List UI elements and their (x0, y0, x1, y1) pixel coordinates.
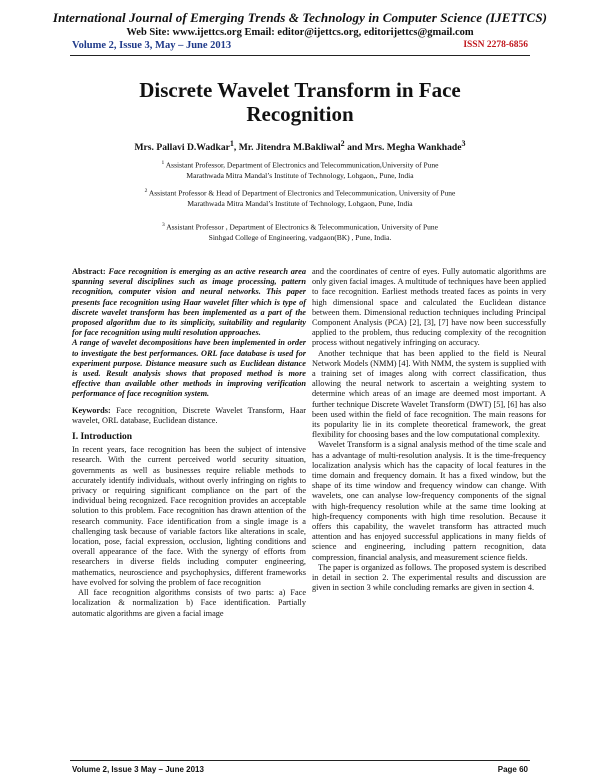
author-2: , Mr. Jitendra M.Bakliwal (233, 142, 341, 154)
right-paragraph-2: Another technique that has been applied to the field is Neural Network Models (NMM) [4]. With NMM, the system is supplied with a training set of images along with correct classification, thus allowing the neural network to ascertain a weighting system to determine which areas of an image are deemed most important. A further technique Discrete Wavelet Transform (DWT) [5], [6] has also been used within the field of face recognition. The main reasons for its popularity lie in its complete theoretical framework, the great flexibility for choosing bases and the low computational complexity. (312, 348, 546, 440)
abstract-text-2: A range of wavelet decompositions have been implemented in order to investigate the best performances. ORL face database is used for experiment purpose. Distance measure such as Euclidean distance is used. Result analysis shows that proposed method is more effective than available other methods in improving verification performance of face recognition system. (72, 338, 306, 399)
keywords-label: Keywords: (72, 405, 111, 415)
header-rule (70, 55, 530, 56)
right-paragraph-4: The paper is organized as follows. The proposed system is described in detail in section 2. The experimental results and discussion are given in section 3 while concluding remarks are given in section 4. (312, 562, 546, 593)
affiliation-3-line-2: Sinhgad College of Engineering, vadgaon(BK) , Pune, India. (208, 232, 392, 242)
right-paragraph-3: Wavelet Transform is a signal analysis method of the time scale and has a advantage of multi-resolution analysis. It is the time-frequency localization analysis which has the capacity of local features in the time domain and frequency domain. It has a fixed window, but the shape of its time window and frequency window can change. With wavelets, one can analyse low-frequency components of the signal with high-frequency resolution while at the same time looking at high-frequency components with high time resolution. Because it offers this capability, the wavelet transform has attracted much attention and has enjoyed successful applications in many fields of science and engineering, including pattern recognition, data compression, financial analysis, and measurement science fields. (312, 440, 546, 562)
affiliation-1-sup: 1 (161, 160, 165, 166)
volume-line (72, 40, 528, 51)
right-column (312, 267, 546, 594)
abstract-text-1: Face recognition is emerging as an active research area spanning several disciplines such as image processing, pattern recognition, computer vision and neural networks. This paper presents face recognition using Haar wavelet filter which is type of discrete wavelet transform has been implemented as a part of the proposed algorithm due to its simplicity, suitability and regularity for face recognition using multi resolution approaches. (72, 267, 306, 338)
abstract (72, 267, 306, 338)
author-1-sup: 1 (229, 139, 234, 148)
volume-info: Volume 2, Issue 3, May – June 2013 (72, 40, 232, 51)
right-paragraph-1: and the coordinates of centre of eyes. Fully automatic algorithms are only given facial images. A multitude of techniques have been applied to face recognition. Earliest methods treated faces as points in very high dimensional space and calculated the Euclidean distance between them. Dimensional reduction techniques including Principal Component Analysis (PCA) [2], [3], [7] have now been successfully applied to the problem, thus reducing complexity of the recognition process without negatively infringing on accuracy. (312, 267, 546, 348)
affiliation-2-line-2: Marathwada Mitra Mandal’s Institute of Technology, Lohgaon, Pune, India (187, 198, 413, 208)
affiliation-3 (0, 220, 600, 243)
keywords-text: Face recognition, Discrete Wavelet Transform, Haar wavelet, ORL database, Euclidean distance. (72, 405, 306, 425)
section-heading-introduction: I. Introduction (72, 432, 133, 443)
intro-paragraph-1: In recent years, face recognition has been the subject of intensive research. With the current perceived world security situation, governments as well as businesses require reliable methods to accurately identify individuals, without overly infringing on rights to privacy or requiring significant compliance on the part of the individual being recognized. Face recognition provides an acceptable solution to this problem. Face recognition has drawn attention of the research community. Face identification from a single image is a challenging task because of variable factors like alterations in scale, location, pose, facial expression, occlusion, lighting conditions and overall appearance of the face. With the synergy of efforts from researchers in diverse fields including computer engineering, mathematics, neuroscience and psychophysics, different frameworks have evolved for solving the problem of face recognition (72, 445, 306, 587)
page-number: Page 60 (497, 765, 528, 774)
keywords (72, 406, 306, 426)
affiliation-3-sup: 3 (162, 222, 165, 228)
affiliation-1 (0, 158, 600, 181)
affiliation-1-line-2: Marathwada Mitra Mandal’s Institute of Technology, Lohgaon,, Pune, India (186, 170, 414, 180)
issn: ISSN 2278-6856 (463, 40, 528, 50)
footer-volume: Volume 2, Issue 3 May – June 2013 (72, 765, 204, 774)
author-list (0, 139, 600, 153)
journal-title: International Journal of Emerging Trends & Technology in Computer Science (IJETTCS) (52, 10, 548, 25)
abstract-label: Abstract: (72, 267, 106, 276)
affiliation-2 (0, 186, 600, 209)
author-1: Mrs. Pallavi D.Wadkar (134, 142, 230, 154)
page-footer (72, 765, 528, 774)
affiliation-2-line-1: Assistant Professor & Head of Department of Electronics and Telecommunication, University of Pune (147, 188, 456, 198)
paper-title (0, 78, 600, 126)
title-line-2: Recognition (246, 102, 354, 126)
affiliation-1-line-1: Assistant Professor, Department of Electronics and Telecommunication,University of Pune (164, 160, 439, 170)
author-2-sup: 2 (340, 139, 345, 148)
left-column (72, 267, 306, 619)
affiliation-2-sup: 2 (144, 188, 148, 194)
author-3: and Mrs. Megha Wankhade (344, 142, 462, 154)
journal-website: Web Site: www.ijettcs.org Email: editor@ijettcs.org, editorijettcs@gmail.com (126, 27, 474, 38)
intro-paragraph-2: All face recognition algorithms consists of two parts: a) Face localization & normalization b) Face identification. Partially automatic algorithms are given a facial image (72, 588, 306, 618)
affiliation-3-line-1: Assistant Professor , Department of Electronics & Telecommunication, University of Pune (164, 222, 438, 232)
author-3-sup: 3 (461, 139, 466, 148)
footer-rule (70, 760, 530, 761)
title-line-1: Discrete Wavelet Transform in Face (139, 78, 461, 102)
